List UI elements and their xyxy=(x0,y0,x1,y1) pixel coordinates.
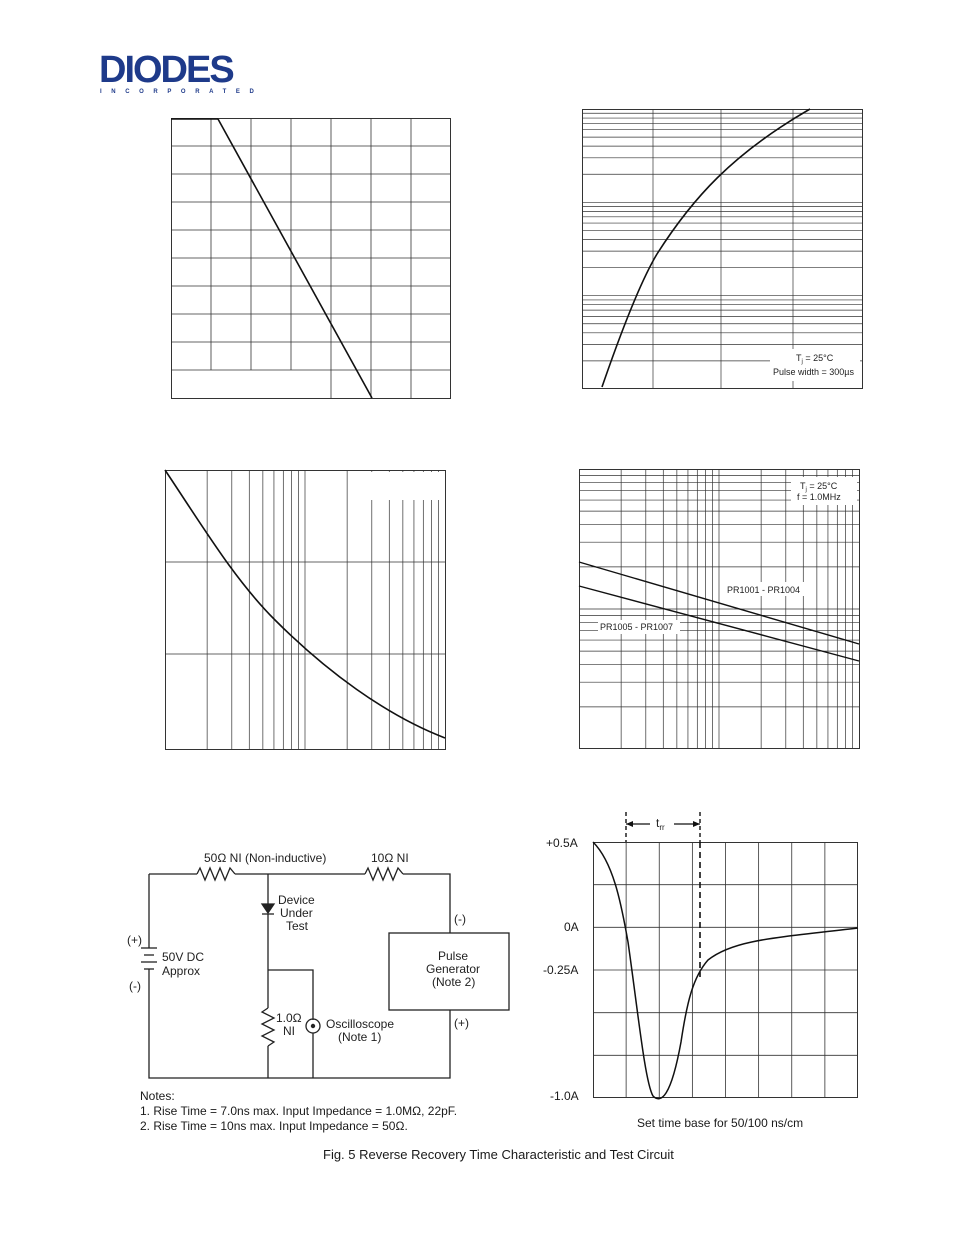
resistor-1-ohm xyxy=(262,1008,274,1046)
scope-label-1: Oscilloscope xyxy=(326,1017,395,1031)
dut-label-3: Test xyxy=(286,919,309,933)
chart-1-curve-slope xyxy=(218,119,372,398)
battery-plus-label: (+) xyxy=(127,933,142,947)
pulse-label-3: (Note 2) xyxy=(432,975,476,989)
resistor-1-label-1: 1.0Ω xyxy=(276,1011,302,1025)
diode-symbol xyxy=(262,904,274,913)
battery-label-1: 50V DC xyxy=(162,950,205,964)
chart-4-label-freq: f = 1.0MHz xyxy=(797,492,841,502)
notes-title: Notes: xyxy=(140,1089,175,1103)
waveform-tick-0: 0A xyxy=(564,920,579,934)
test-circuit xyxy=(120,840,530,1140)
pulse-label-1: Pulse xyxy=(438,949,469,963)
dut-label-1: Device xyxy=(278,893,315,907)
chart-2-curve xyxy=(602,109,810,387)
chart-1 xyxy=(171,118,451,399)
pulse-minus-label: (-) xyxy=(454,912,466,926)
battery-label-2: Approx xyxy=(162,964,201,978)
resistor-1-label-2: NI xyxy=(283,1024,295,1038)
chart-2-label-tj: $T_j = 25^\circ C$ xyxy=(796,353,834,365)
logo-subtext: INCORPORATED xyxy=(100,89,264,95)
pulse-label-2: Generator xyxy=(426,962,481,976)
note-2: 2. Rise Time = 10ns max. Input Impedance = 50Ω. xyxy=(140,1119,408,1133)
chart-4-label-tj: $T_j = 25^\circ C$ xyxy=(800,481,838,493)
resistor-50-ohm xyxy=(197,868,235,880)
waveform-tick-pos-0-5: +0.5A xyxy=(546,836,578,850)
trr-label: $t_{rr}$ xyxy=(656,816,665,832)
chart-4-series-1-label: PR1001 - PR1004 xyxy=(727,585,801,595)
chart-2-label-pulse: Pulse width = 300µs xyxy=(773,367,854,377)
waveform-tick-neg-1-0: -1.0A xyxy=(550,1089,579,1103)
waveform-time-base: Set time base for 50/100 ns/cm xyxy=(637,1116,804,1130)
logo-wordmark: DIODES xyxy=(99,49,233,91)
chart-2 xyxy=(582,109,863,390)
pulse-plus-label: (+) xyxy=(454,1016,469,1030)
dut-label-2: Under xyxy=(280,906,313,920)
note-1: 1. Rise Time = 7.0ns max. Input Impedance = 1.0MΩ, 22pF. xyxy=(140,1104,458,1118)
battery-minus-label: (-) xyxy=(129,979,141,993)
resistor-10-label: 10Ω NI xyxy=(371,851,409,865)
resistor-10-ohm xyxy=(365,868,403,880)
resistor-50-label: 50Ω NI (Non-inductive) xyxy=(204,851,327,865)
waveform-tick-neg-0-25: -0.25A xyxy=(543,963,579,977)
trr-marker xyxy=(620,812,710,842)
reverse-recovery-waveform xyxy=(593,842,858,1098)
chart-3 xyxy=(165,470,446,751)
scope-label-2: (Note 1) xyxy=(338,1030,382,1044)
figure-caption: Fig. 5 Reverse Recovery Time Characteristic and Test Circuit xyxy=(323,1147,674,1162)
diodes-logo xyxy=(99,48,271,96)
chart-4-series-2-label: PR1005 - PR1007 xyxy=(600,622,674,632)
chart-4 xyxy=(579,469,861,750)
